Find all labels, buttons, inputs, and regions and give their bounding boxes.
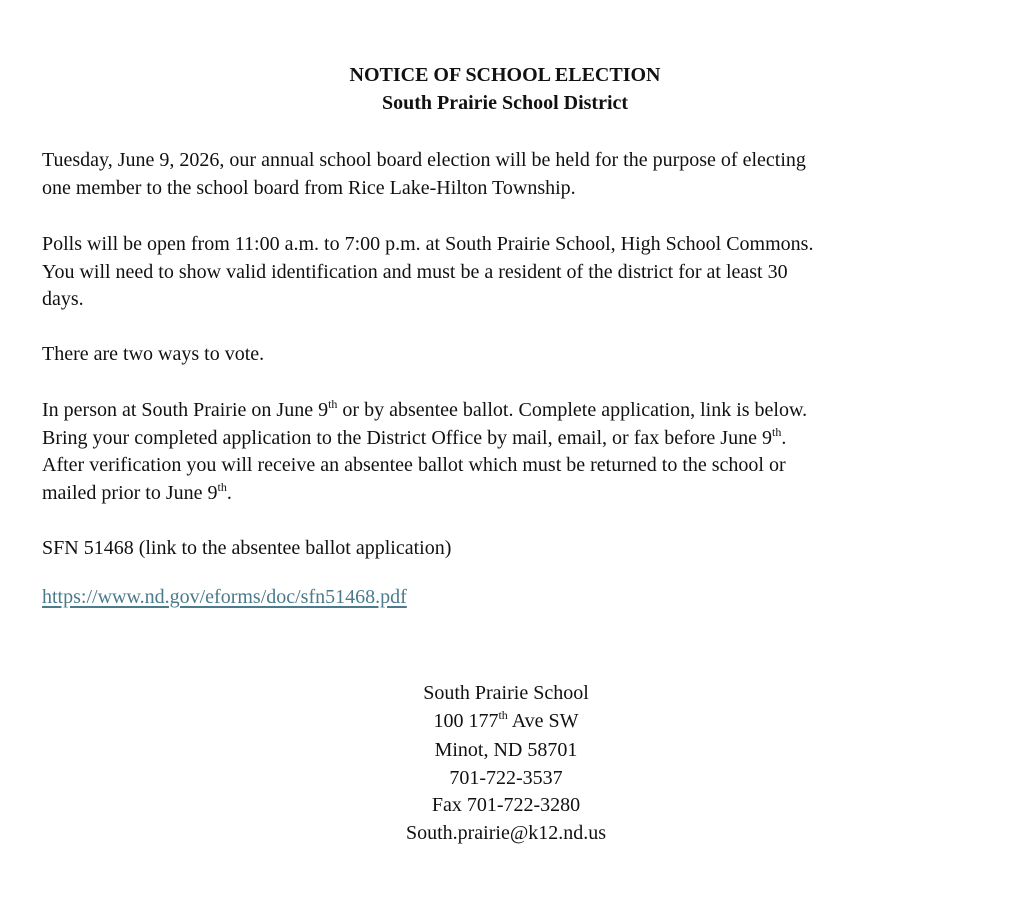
fax: Fax 701-722-3280 [431,794,581,817]
notice-title: NOTICE OF SCHOOL ELECTION [349,64,661,86]
para4-line2 [42,425,786,454]
para2-line1: Polls will be open from 11:00 a.m. to 7:00 p.m. at South Prairie School, High School Commons. [42,233,814,255]
text: or by absentee ballot. Complete application, link is below. [337,399,808,421]
para2-line3: days. [42,288,84,310]
ordinal: th [217,480,227,494]
text: . [226,482,232,504]
ordinal: th [771,425,782,439]
para1-line1: Tuesday, June 9, 2026, our annual school board election will be held for the purpose of electing [42,149,806,171]
email: South.prairie@k12.nd.us [405,821,607,844]
ordinal: th [328,397,338,411]
street [0,708,1012,738]
ordinal: th [498,707,508,722]
text: Ave SW [507,709,579,732]
para4-line3: After verification you will receive an absentee ballot which must be returned to the school or [42,454,786,476]
sfn-label: SFN 51468 (link to the absentee ballot application) [42,537,452,559]
text: . [781,427,787,449]
absentee-application-link[interactable]: https://www.nd.gov/eforms/doc/sfn51468.pdf [42,586,407,608]
district-subtitle: South Prairie School District [381,92,629,114]
para2-line2: You will need to show valid identification and must be a resident of the district for at least 30 [42,261,788,283]
text: 100 177 [433,709,499,732]
text: Bring your completed application to the District Office by mail, email, or fax before June 9 [42,427,772,449]
ways-to-vote: There are two ways to vote. [42,343,265,365]
para1-line2: one member to the school board from Rice Lake-Hilton Township. [42,177,576,199]
school-address [0,680,1012,848]
phone: 701-722-3537 [449,766,563,789]
school-name: South Prairie School [423,682,589,704]
city: Minot, ND 58701 [434,739,578,762]
text: mailed prior to June 9 [42,482,218,504]
para4-line1 [42,397,807,426]
text: In person at South Prairie on June 9 [42,399,329,421]
para4-line4 [42,480,232,509]
